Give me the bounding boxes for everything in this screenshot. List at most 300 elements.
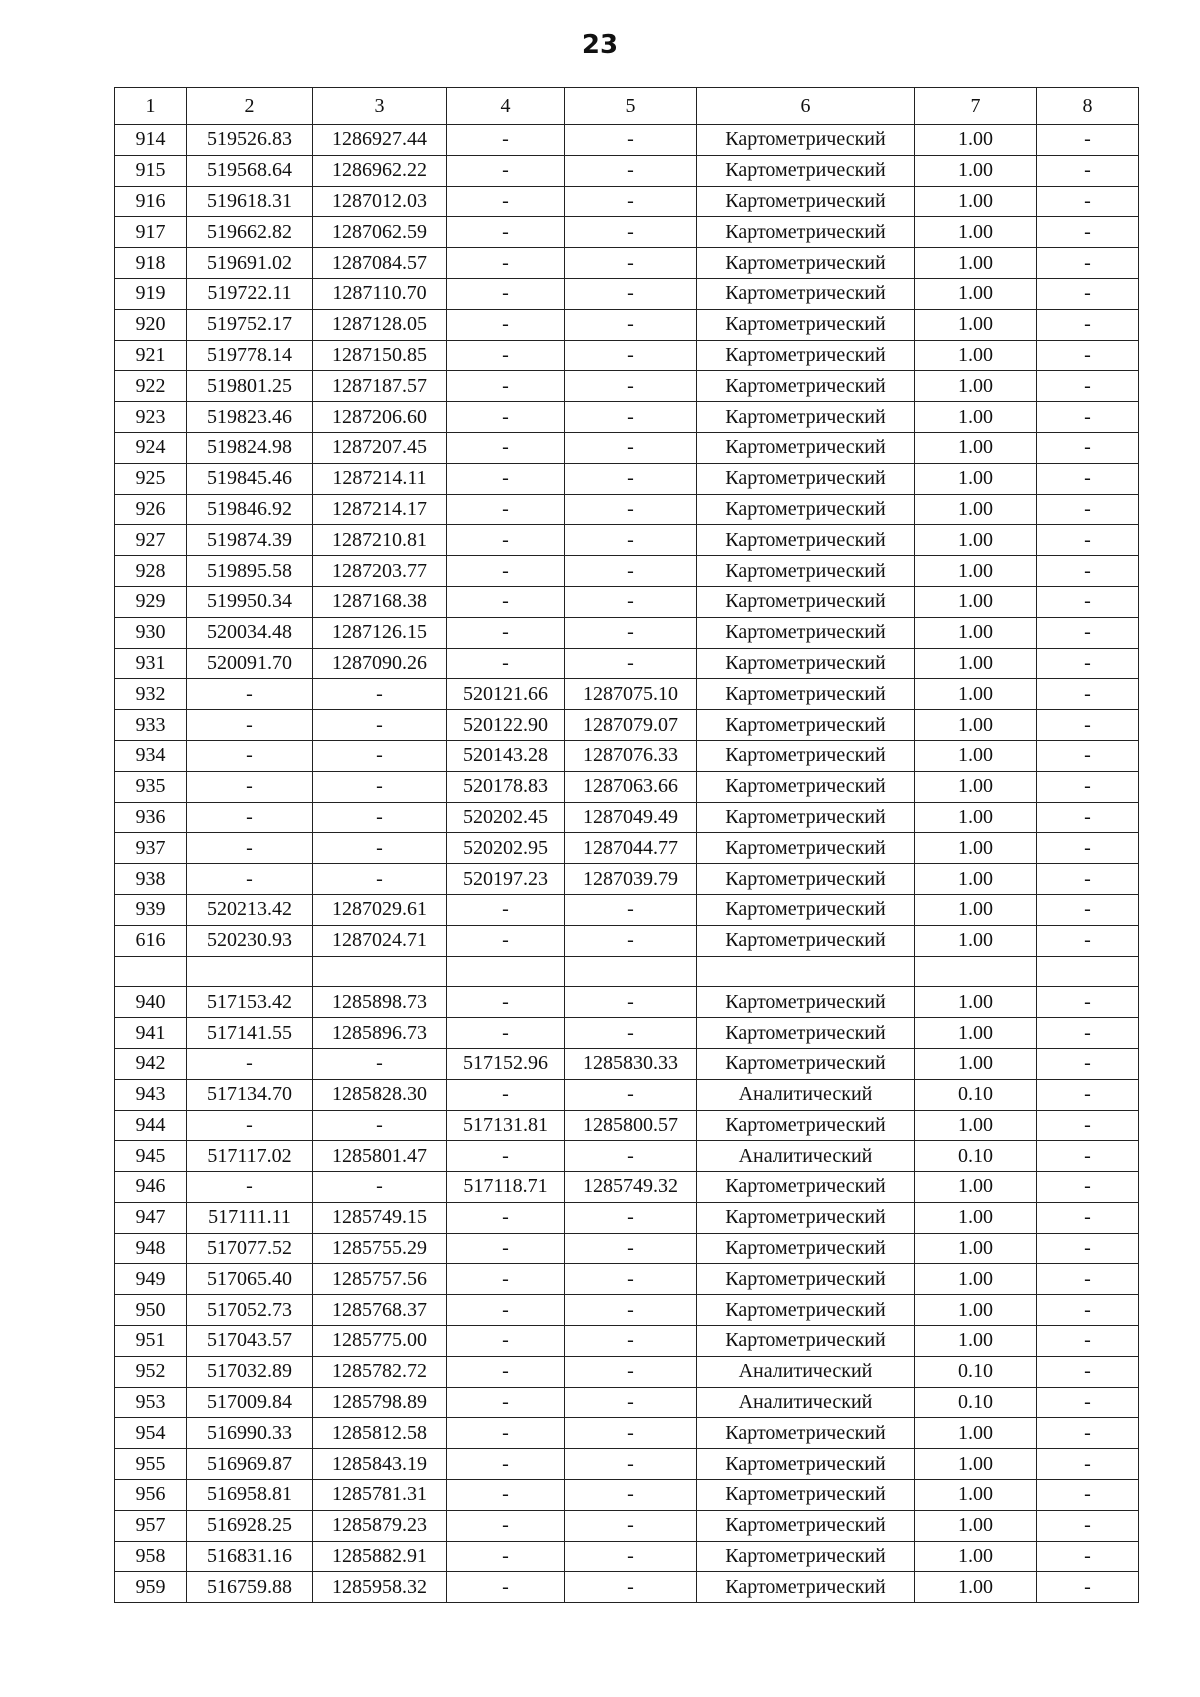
table-cell: - [565, 402, 697, 433]
table-cell: - [1037, 679, 1139, 710]
table-cell: 1.00 [915, 463, 1037, 494]
table-cell: - [1037, 802, 1139, 833]
table-cell: - [1037, 833, 1139, 864]
table-cell: 1.00 [915, 1449, 1037, 1480]
table-cell: 1.00 [915, 1172, 1037, 1203]
table-cell: Аналитический [697, 1079, 915, 1110]
table-cell: - [1037, 648, 1139, 679]
table-cell: - [447, 125, 565, 156]
table-cell: 1287084.57 [313, 248, 447, 279]
table-row [115, 987, 1139, 1018]
table-cell: - [1037, 1387, 1139, 1418]
table-cell: 517118.71 [447, 1172, 565, 1203]
table-cell: 519752.17 [187, 309, 313, 340]
table-cell: 1.00 [915, 1018, 1037, 1049]
table-row [115, 1233, 1139, 1264]
table-cell: 519824.98 [187, 432, 313, 463]
table-cell: Картометрический [697, 1172, 915, 1203]
table-cell: - [1037, 740, 1139, 771]
table-cell: - [447, 1541, 565, 1572]
table-cell: 0.10 [915, 1387, 1037, 1418]
table-cell: - [565, 1018, 697, 1049]
table-row [115, 248, 1139, 279]
table-cell: - [447, 1202, 565, 1233]
table-cell: - [447, 586, 565, 617]
table-cell: 943 [115, 1079, 187, 1110]
table-cell: 918 [115, 248, 187, 279]
table-cell: - [187, 1048, 313, 1079]
table-row [115, 1356, 1139, 1387]
table-cell: 519722.11 [187, 278, 313, 309]
table-cell: 1.00 [915, 340, 1037, 371]
table-cell: - [447, 371, 565, 402]
table-row [115, 1295, 1139, 1326]
table-cell: - [1037, 1510, 1139, 1541]
table-cell: 916 [115, 186, 187, 217]
table-cell: - [565, 556, 697, 587]
table-cell [915, 956, 1037, 987]
table-cell: 519618.31 [187, 186, 313, 217]
table-cell: - [565, 1326, 697, 1357]
table-cell: - [1037, 1418, 1139, 1449]
table-cell: 1.00 [915, 309, 1037, 340]
table-cell: 516958.81 [187, 1480, 313, 1511]
table-cell: 519778.14 [187, 340, 313, 371]
table-cell: 942 [115, 1048, 187, 1079]
table-cell: Картометрический [697, 1480, 915, 1511]
table-cell: Картометрический [697, 925, 915, 956]
table-cell: 928 [115, 556, 187, 587]
table-cell: - [447, 1356, 565, 1387]
table-cell: 516759.88 [187, 1572, 313, 1603]
table-cell: - [313, 1048, 447, 1079]
table-row [115, 186, 1139, 217]
table-cell: 519662.82 [187, 217, 313, 248]
table-cell: - [565, 309, 697, 340]
table-cell: 938 [115, 864, 187, 895]
table-cell: - [313, 864, 447, 895]
table-cell: - [565, 617, 697, 648]
table-cell: - [1037, 894, 1139, 925]
table-row [115, 1079, 1139, 1110]
table-cell: Картометрический [697, 1418, 915, 1449]
table-cell: - [1037, 1541, 1139, 1572]
table-cell: 1.00 [915, 155, 1037, 186]
table-cell: - [313, 1172, 447, 1203]
table-cell: 517052.73 [187, 1295, 313, 1326]
table-cell [565, 956, 697, 987]
table-cell: 517153.42 [187, 987, 313, 1018]
table-cell: Картометрический [697, 740, 915, 771]
table-cell: - [447, 1233, 565, 1264]
table-cell: - [447, 155, 565, 186]
table-cell: Картометрический [697, 864, 915, 895]
table-cell: - [1037, 1480, 1139, 1511]
table-cell: 517111.11 [187, 1202, 313, 1233]
table-cell: 1285830.33 [565, 1048, 697, 1079]
table-cell: 1.00 [915, 1510, 1037, 1541]
table-cell: 1.00 [915, 525, 1037, 556]
table-cell: 917 [115, 217, 187, 248]
table-cell: - [187, 1110, 313, 1141]
column-header: 5 [565, 88, 697, 125]
table-cell: Картометрический [697, 1449, 915, 1480]
table-cell: Картометрический [697, 987, 915, 1018]
table-cell: 1.00 [915, 771, 1037, 802]
table-cell: Картометрический [697, 586, 915, 617]
column-header: 6 [697, 88, 915, 125]
table-cell: - [1037, 1233, 1139, 1264]
table-cell: Картометрический [697, 1018, 915, 1049]
table-row [115, 340, 1139, 371]
table-cell: 1287090.26 [313, 648, 447, 679]
table-cell: 1.00 [915, 894, 1037, 925]
table-cell: - [1037, 586, 1139, 617]
table-cell: - [565, 186, 697, 217]
table-cell: Картометрический [697, 1510, 915, 1541]
table-cell: 519691.02 [187, 248, 313, 279]
table-cell: 517152.96 [447, 1048, 565, 1079]
table-cell: - [565, 1264, 697, 1295]
table-row [115, 278, 1139, 309]
table-cell: Картометрический [697, 217, 915, 248]
table-cell: 1287150.85 [313, 340, 447, 371]
table-cell: Картометрический [697, 1572, 915, 1603]
table-cell: Картометрический [697, 556, 915, 587]
table-cell: - [447, 1326, 565, 1357]
table-cell: - [187, 802, 313, 833]
table-cell: 948 [115, 1233, 187, 1264]
table-row [115, 1387, 1139, 1418]
table-cell: 1.00 [915, 1480, 1037, 1511]
table-cell: 925 [115, 463, 187, 494]
table-cell: 1285749.32 [565, 1172, 697, 1203]
table-cell: 1285828.30 [313, 1079, 447, 1110]
table-cell: - [447, 1449, 565, 1480]
table-cell: - [1037, 1048, 1139, 1079]
table-row [115, 1541, 1139, 1572]
table-cell: 954 [115, 1418, 187, 1449]
table-cell: - [447, 278, 565, 309]
table-cell: - [447, 1510, 565, 1541]
table-cell [313, 956, 447, 987]
table-cell: 958 [115, 1541, 187, 1572]
table-row [115, 217, 1139, 248]
table-cell: Картометрический [697, 125, 915, 156]
table-cell: - [565, 1387, 697, 1418]
table-cell: 921 [115, 340, 187, 371]
table-cell: 919 [115, 278, 187, 309]
table-cell: 1285749.15 [313, 1202, 447, 1233]
table-cell: Аналитический [697, 1387, 915, 1418]
table-cell: - [565, 463, 697, 494]
table-cell: - [447, 1079, 565, 1110]
table-row [115, 1418, 1139, 1449]
table-cell: - [1037, 1018, 1139, 1049]
table-cell: - [1037, 1172, 1139, 1203]
table-cell: - [447, 217, 565, 248]
table-cell: 1287044.77 [565, 833, 697, 864]
table-cell: Картометрический [697, 1264, 915, 1295]
table-cell: 517077.52 [187, 1233, 313, 1264]
table-cell: 952 [115, 1356, 187, 1387]
table-cell: 1.00 [915, 617, 1037, 648]
table-cell: 1287168.38 [313, 586, 447, 617]
table-cell: - [447, 432, 565, 463]
table-cell: - [1037, 1449, 1139, 1480]
table-row [115, 1264, 1139, 1295]
column-header: 1 [115, 88, 187, 125]
table-cell: 519526.83 [187, 125, 313, 156]
table-cell: 519846.92 [187, 494, 313, 525]
table-cell: 924 [115, 432, 187, 463]
table-cell: - [1037, 278, 1139, 309]
table-cell: - [313, 802, 447, 833]
table-cell [115, 956, 187, 987]
table-cell: - [565, 371, 697, 402]
table-cell: 519801.25 [187, 371, 313, 402]
table-cell: - [1037, 494, 1139, 525]
table-cell: 517009.84 [187, 1387, 313, 1418]
table-cell: 1.00 [915, 432, 1037, 463]
table-cell: - [1037, 340, 1139, 371]
table-cell: - [1037, 525, 1139, 556]
column-header: 8 [1037, 88, 1139, 125]
table-cell: 935 [115, 771, 187, 802]
table-cell: 1287207.45 [313, 432, 447, 463]
table-cell: 1.00 [915, 371, 1037, 402]
table-cell: Картометрический [697, 309, 915, 340]
table-cell: 1285898.73 [313, 987, 447, 1018]
table-cell: 1287075.10 [565, 679, 697, 710]
table-cell: 1.00 [915, 710, 1037, 741]
table-cell: Картометрический [697, 155, 915, 186]
table-row [115, 833, 1139, 864]
table-cell: - [313, 833, 447, 864]
table-cell: 1.00 [915, 1048, 1037, 1079]
table-cell: 520121.66 [447, 679, 565, 710]
table-cell: 1287049.49 [565, 802, 697, 833]
table-row [115, 1202, 1139, 1233]
table-cell: - [565, 1541, 697, 1572]
table-cell: - [313, 771, 447, 802]
table-cell: - [565, 648, 697, 679]
table-cell: 516990.33 [187, 1418, 313, 1449]
table-row [115, 1018, 1139, 1049]
table-cell: - [1037, 155, 1139, 186]
table-cell: 1.00 [915, 1572, 1037, 1603]
table-cell: 931 [115, 648, 187, 679]
table-cell [697, 956, 915, 987]
table-row [115, 432, 1139, 463]
table-cell: - [1037, 1141, 1139, 1172]
table-cell: 1285775.00 [313, 1326, 447, 1357]
table-cell: - [447, 648, 565, 679]
table-cell: Картометрический [697, 617, 915, 648]
table-cell: Картометрический [697, 340, 915, 371]
table-cell: 1.00 [915, 1202, 1037, 1233]
table-cell: 1285800.57 [565, 1110, 697, 1141]
table-row [115, 956, 1139, 987]
table-cell: - [447, 463, 565, 494]
table-cell: 519568.64 [187, 155, 313, 186]
table-cell: 936 [115, 802, 187, 833]
table-cell: 520202.45 [447, 802, 565, 833]
table-cell: 1.00 [915, 802, 1037, 833]
table-cell: Картометрический [697, 648, 915, 679]
table-cell: 1287126.15 [313, 617, 447, 648]
table-cell: - [447, 1141, 565, 1172]
table-cell: - [1037, 617, 1139, 648]
table-cell: - [565, 248, 697, 279]
table-cell: Картометрический [697, 1110, 915, 1141]
table-cell: - [565, 155, 697, 186]
table-cell: 516831.16 [187, 1541, 313, 1572]
table-cell: 1.00 [915, 679, 1037, 710]
table-row [115, 894, 1139, 925]
table-cell: 1286927.44 [313, 125, 447, 156]
table-cell: - [447, 525, 565, 556]
table-cell: - [565, 925, 697, 956]
table-cell: 1.00 [915, 833, 1037, 864]
table-row [115, 1449, 1139, 1480]
table-cell: Картометрический [697, 894, 915, 925]
table-cell: 520230.93 [187, 925, 313, 956]
table-cell: 1.00 [915, 925, 1037, 956]
table-cell: 520202.95 [447, 833, 565, 864]
table-cell: - [565, 494, 697, 525]
table-cell: 1285801.47 [313, 1141, 447, 1172]
table-cell: - [447, 925, 565, 956]
table-cell: 957 [115, 1510, 187, 1541]
table-cell: Картометрический [697, 1048, 915, 1079]
table-cell: 1.00 [915, 556, 1037, 587]
table-cell: 1.00 [915, 1110, 1037, 1141]
table-cell: - [313, 710, 447, 741]
table-row [115, 463, 1139, 494]
table-cell: - [1037, 1202, 1139, 1233]
table-cell: 940 [115, 987, 187, 1018]
table-cell: 932 [115, 679, 187, 710]
table-cell: 1287214.17 [313, 494, 447, 525]
table-body [115, 125, 1139, 1603]
table-cell: 1.00 [915, 1418, 1037, 1449]
table-cell: 520197.23 [447, 864, 565, 895]
table-row [115, 402, 1139, 433]
table-cell: - [565, 987, 697, 1018]
table-cell: - [565, 1141, 697, 1172]
table-cell: 1285843.19 [313, 1449, 447, 1480]
table-cell: 1.00 [915, 987, 1037, 1018]
table-row [115, 802, 1139, 833]
table-cell: 1287076.33 [565, 740, 697, 771]
table-header [115, 88, 1139, 125]
table-cell: - [565, 1572, 697, 1603]
table-cell: - [447, 1480, 565, 1511]
table-cell: - [565, 525, 697, 556]
table-cell: Картометрический [697, 1233, 915, 1264]
table-cell: 516969.87 [187, 1449, 313, 1480]
table-cell: Картометрический [697, 802, 915, 833]
table-cell: - [1037, 1110, 1139, 1141]
table-cell: 517131.81 [447, 1110, 565, 1141]
table-cell: - [447, 494, 565, 525]
table-cell: - [1037, 402, 1139, 433]
table-cell: - [565, 586, 697, 617]
table-cell: Картометрический [697, 494, 915, 525]
table-cell: 0.10 [915, 1079, 1037, 1110]
table-cell: 519874.39 [187, 525, 313, 556]
table-cell: 1287062.59 [313, 217, 447, 248]
table-cell: 1285755.29 [313, 1233, 447, 1264]
page-number: 23 [581, 30, 619, 60]
table-cell: - [1037, 248, 1139, 279]
table-cell: - [313, 1110, 447, 1141]
table-cell: - [187, 771, 313, 802]
table-cell: Картометрический [697, 1202, 915, 1233]
table-cell: 930 [115, 617, 187, 648]
table-cell: - [187, 864, 313, 895]
table-cell: - [447, 1572, 565, 1603]
table-cell: - [565, 217, 697, 248]
table-cell: - [1037, 371, 1139, 402]
table-cell: - [1037, 186, 1139, 217]
table-cell: 941 [115, 1018, 187, 1049]
column-header: 4 [447, 88, 565, 125]
table-cell: - [447, 1418, 565, 1449]
table-cell: - [1037, 125, 1139, 156]
table-cell: Картометрический [697, 710, 915, 741]
table-cell: - [565, 1449, 697, 1480]
table-cell: - [313, 740, 447, 771]
table-cell: 1287012.03 [313, 186, 447, 217]
table-cell: 0.10 [915, 1141, 1037, 1172]
table-row [115, 525, 1139, 556]
table-cell: - [1037, 463, 1139, 494]
table-cell: 1285768.37 [313, 1295, 447, 1326]
table-row [115, 155, 1139, 186]
table-cell: 933 [115, 710, 187, 741]
table-cell: - [1037, 771, 1139, 802]
table-cell: 922 [115, 371, 187, 402]
table-row [115, 864, 1139, 895]
table-cell: - [1037, 217, 1139, 248]
table-cell: - [447, 987, 565, 1018]
table-cell: 926 [115, 494, 187, 525]
table-cell [187, 956, 313, 987]
table-cell: 1285812.58 [313, 1418, 447, 1449]
table-cell: 920 [115, 309, 187, 340]
table-cell: 1.00 [915, 1233, 1037, 1264]
column-header: 2 [187, 88, 313, 125]
table-cell: 937 [115, 833, 187, 864]
table-cell: Картометрический [697, 186, 915, 217]
table-cell: 949 [115, 1264, 187, 1295]
table-row [115, 617, 1139, 648]
table-row [115, 1141, 1139, 1172]
table-cell: 1287203.77 [313, 556, 447, 587]
table-row [115, 494, 1139, 525]
table-cell: - [1037, 987, 1139, 1018]
table-cell: 519950.34 [187, 586, 313, 617]
table-cell: 616 [115, 925, 187, 956]
table-cell: 1.00 [915, 217, 1037, 248]
table-row [115, 1326, 1139, 1357]
table-cell: 944 [115, 1110, 187, 1141]
table-cell: 520091.70 [187, 648, 313, 679]
table-cell: 1.00 [915, 494, 1037, 525]
table-cell: - [565, 1202, 697, 1233]
